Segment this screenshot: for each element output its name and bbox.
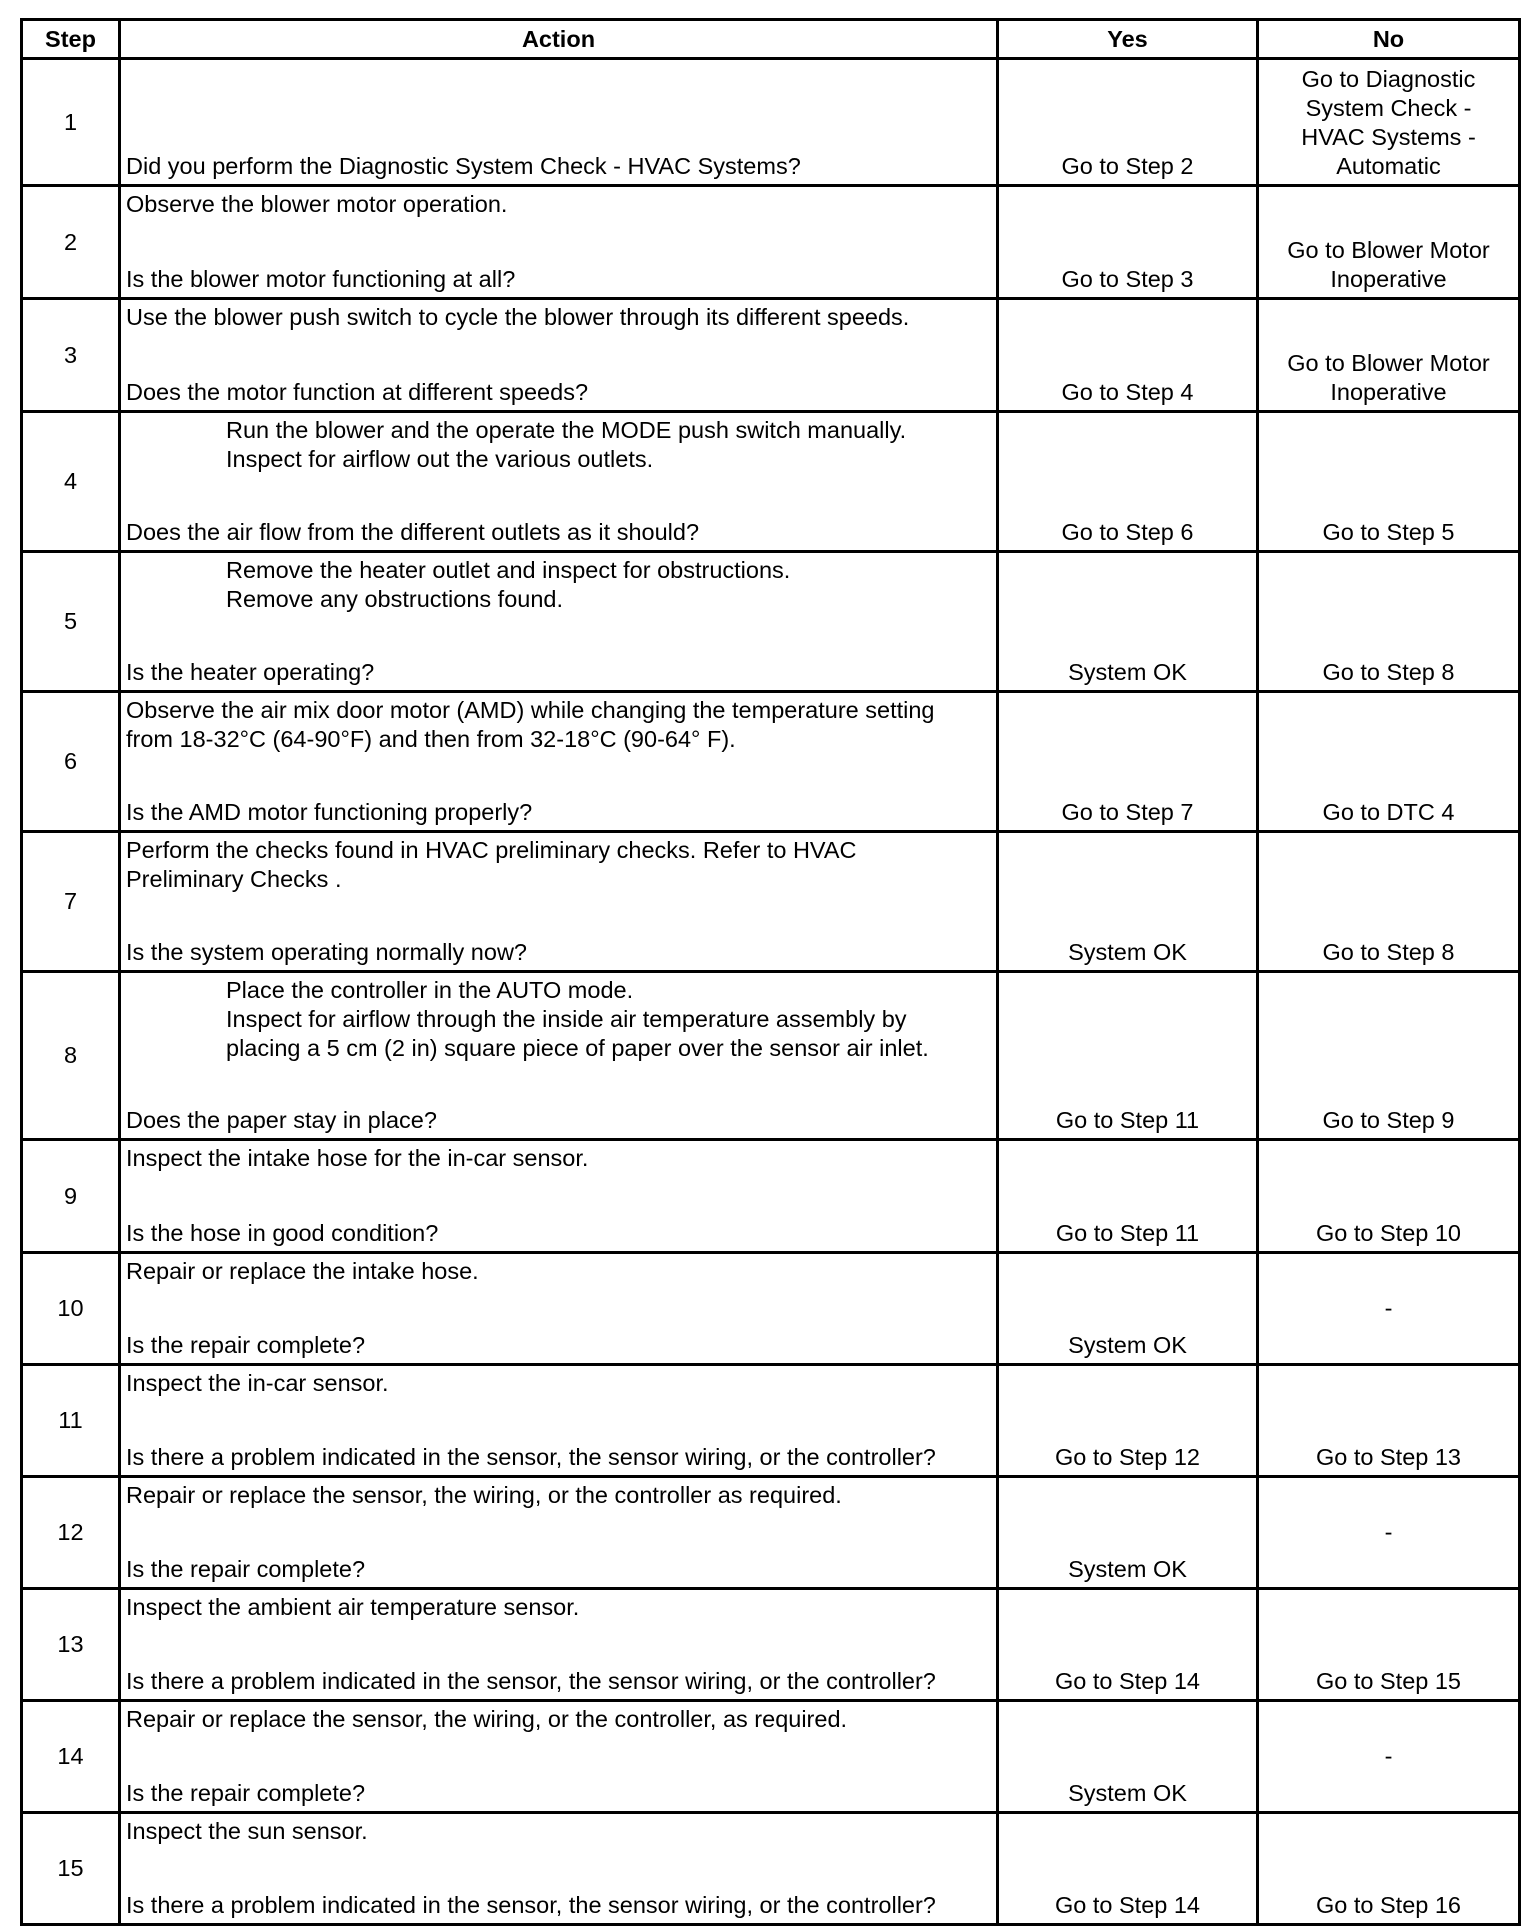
no-result	[1258, 1140, 1520, 1253]
no-result-line: Go to Step 8	[1322, 939, 1455, 965]
yes-result: Go to Step 7	[998, 692, 1258, 832]
action-cell	[120, 1589, 998, 1701]
action-instructions	[126, 696, 992, 754]
table-row	[22, 1253, 1520, 1365]
action-line: Repair or replace the intake hose.	[126, 1258, 479, 1284]
action-line: Preliminary Checks .	[126, 866, 342, 892]
action-cell	[120, 1701, 998, 1813]
action-question: Does the motor function at different speeds?	[126, 379, 589, 405]
step-number: 7	[22, 832, 120, 972]
step-number: 14	[22, 1701, 120, 1813]
no-result-line: Automatic	[1336, 153, 1441, 179]
step-number: 11	[22, 1365, 120, 1477]
action-instructions	[126, 1705, 992, 1734]
no-result	[1258, 59, 1520, 186]
no-result-line: Inoperative	[1330, 379, 1447, 405]
header-row	[22, 20, 1520, 59]
step-number: 4	[22, 412, 120, 552]
action-cell	[120, 1813, 998, 1925]
step-number: 8	[22, 972, 120, 1140]
action-instructions	[126, 1369, 992, 1398]
action-question: Is there a problem indicated in the sensor, the sensor wiring, or the controller?	[126, 1668, 936, 1694]
yes-result: System OK	[998, 1701, 1258, 1813]
table-row	[22, 552, 1520, 692]
action-line: Inspect the intake hose for the in-car sensor.	[126, 1145, 589, 1171]
step-number: 10	[22, 1253, 120, 1365]
action-cell	[120, 972, 998, 1140]
action-question: Is the repair complete?	[126, 1556, 366, 1582]
yes-result: Go to Step 3	[998, 186, 1258, 299]
no-result-line: Go to Blower Motor	[1287, 237, 1490, 263]
table-row	[22, 1589, 1520, 1701]
yes-result: Go to Step 14	[998, 1813, 1258, 1925]
no-result-line: Go to DTC 4	[1322, 799, 1455, 825]
yes-result: Go to Step 11	[998, 972, 1258, 1140]
yes-result: Go to Step 11	[998, 1140, 1258, 1253]
action-question: Is there a problem indicated in the sensor, the sensor wiring, or the controller?	[126, 1444, 936, 1470]
yes-result: Go to Step 6	[998, 412, 1258, 552]
no-result	[1258, 186, 1520, 299]
action-line: Use the blower push switch to cycle the blower through its different speeds.	[126, 304, 910, 330]
action-question: Is the blower motor functioning at all?	[126, 266, 516, 292]
header-no: No	[1258, 20, 1520, 59]
action-question: Does the paper stay in place?	[126, 1107, 437, 1133]
yes-result: Go to Step 2	[998, 59, 1258, 186]
no-result-line: Go to Step 13	[1315, 1444, 1462, 1470]
no-result-line: Go to Step 10	[1315, 1220, 1462, 1246]
yes-result: Go to Step 12	[998, 1365, 1258, 1477]
action-cell	[120, 1140, 998, 1253]
table-row	[22, 1701, 1520, 1813]
no-result	[1258, 832, 1520, 972]
action-cell	[120, 552, 998, 692]
table-body	[22, 59, 1520, 1925]
action-instructions	[126, 1593, 992, 1622]
action-question: Is the repair complete?	[126, 1332, 366, 1358]
no-result-line: Go to Step 16	[1315, 1892, 1462, 1918]
table-row	[22, 832, 1520, 972]
action-question: Is the system operating normally now?	[126, 939, 527, 965]
table-row	[22, 972, 1520, 1140]
action-line: Place the controller in the AUTO mode.	[226, 977, 634, 1003]
table-row	[22, 59, 1520, 186]
no-result	[1258, 412, 1520, 552]
no-result-line: -	[1384, 1295, 1393, 1321]
action-instructions	[126, 303, 992, 332]
yes-result: Go to Step 4	[998, 299, 1258, 412]
action-cell	[120, 412, 998, 552]
no-result	[1258, 972, 1520, 1140]
no-result-line: Go to Step 5	[1322, 519, 1455, 545]
action-line: Repair or replace the sensor, the wiring, or the controller as required.	[126, 1482, 842, 1508]
table-row	[22, 692, 1520, 832]
table-row	[22, 1477, 1520, 1589]
table-row	[22, 1813, 1520, 1925]
action-question: Did you perform the Diagnostic System Check - HVAC Systems?	[126, 153, 801, 179]
action-cell	[120, 59, 998, 186]
action-instructions	[126, 1481, 992, 1510]
no-result	[1258, 1813, 1520, 1925]
step-number: 2	[22, 186, 120, 299]
action-line: placing a 5 cm (2 in) square piece of paper over the sensor air inlet.	[226, 1035, 929, 1061]
header-yes: Yes	[998, 20, 1258, 59]
action-line: Inspect the sun sensor.	[126, 1818, 368, 1844]
no-result	[1258, 1477, 1520, 1589]
action-instructions	[126, 1817, 992, 1846]
yes-result: Go to Step 14	[998, 1589, 1258, 1701]
no-result-line: Go to Step 8	[1322, 659, 1455, 685]
action-cell	[120, 1253, 998, 1365]
step-number: 5	[22, 552, 120, 692]
no-result-line: Go to Diagnostic	[1301, 66, 1476, 92]
header-step: Step	[22, 20, 120, 59]
header-action: Action	[120, 20, 998, 59]
action-instructions	[126, 836, 992, 894]
step-number: 12	[22, 1477, 120, 1589]
action-line: Remove any obstructions found.	[226, 586, 564, 612]
action-instructions	[126, 1257, 992, 1286]
step-number: 3	[22, 299, 120, 412]
no-result-line: Go to Step 15	[1315, 1668, 1462, 1694]
yes-result: System OK	[998, 832, 1258, 972]
action-line: from 18-32°C (64-90°F) and then from 32-18°C (90-64° F).	[126, 726, 736, 752]
step-number: 1	[22, 59, 120, 186]
action-cell	[120, 1365, 998, 1477]
no-result	[1258, 1365, 1520, 1477]
table-row	[22, 1365, 1520, 1477]
action-instructions	[126, 556, 992, 614]
no-result	[1258, 1253, 1520, 1365]
action-instructions	[126, 1144, 992, 1173]
step-number: 15	[22, 1813, 120, 1925]
yes-result: System OK	[998, 1477, 1258, 1589]
action-cell	[120, 186, 998, 299]
no-result-line: -	[1384, 1743, 1393, 1769]
action-line: Observe the air mix door motor (AMD) while changing the temperature setting	[126, 697, 935, 723]
yes-result: System OK	[998, 552, 1258, 692]
action-question: Is the AMD motor functioning properly?	[126, 799, 533, 825]
step-number: 13	[22, 1589, 120, 1701]
action-line: Run the blower and the operate the MODE push switch manually.	[226, 417, 907, 443]
action-line: Inspect the ambient air temperature sensor.	[126, 1594, 580, 1620]
action-question: Is there a problem indicated in the sensor, the sensor wiring, or the controller?	[126, 1892, 936, 1918]
action-line: Inspect the in-car sensor.	[126, 1370, 389, 1396]
action-instructions	[126, 976, 992, 1063]
no-result	[1258, 692, 1520, 832]
action-line: Remove the heater outlet and inspect for obstructions.	[226, 557, 791, 583]
action-cell	[120, 692, 998, 832]
diagnostic-table	[20, 18, 1521, 1926]
action-cell	[120, 1477, 998, 1589]
action-question: Does the air flow from the different outlets as it should?	[126, 519, 700, 545]
action-cell	[120, 832, 998, 972]
step-number: 6	[22, 692, 120, 832]
diagnostic-table-sheet	[20, 18, 1518, 1926]
action-cell	[120, 299, 998, 412]
no-result	[1258, 299, 1520, 412]
table-row	[22, 299, 1520, 412]
no-result	[1258, 1589, 1520, 1701]
no-result-line: -	[1384, 1519, 1393, 1545]
action-question: Is the repair complete?	[126, 1780, 366, 1806]
action-instructions	[126, 190, 992, 219]
action-line: Inspect for airflow out the various outlets.	[226, 446, 654, 472]
table-row	[22, 412, 1520, 552]
action-question: Is the hose in good condition?	[126, 1220, 439, 1246]
action-line: Inspect for airflow through the inside air temperature assembly by	[226, 1006, 907, 1032]
action-instructions	[126, 416, 992, 474]
no-result	[1258, 1701, 1520, 1813]
action-line: Perform the checks found in HVAC preliminary checks. Refer to HVAC	[126, 837, 857, 863]
no-result-line: Go to Blower Motor	[1287, 350, 1490, 376]
action-line: Repair or replace the sensor, the wiring, or the controller, as required.	[126, 1706, 848, 1732]
no-result-line: Go to Step 9	[1322, 1107, 1455, 1133]
no-result-line: Inoperative	[1330, 266, 1447, 292]
no-result-line: HVAC Systems -	[1301, 124, 1476, 150]
no-result-line: System Check -	[1305, 95, 1472, 121]
no-result	[1258, 552, 1520, 692]
table-row	[22, 1140, 1520, 1253]
action-line: Observe the blower motor operation.	[126, 191, 508, 217]
action-question: Is the heater operating?	[126, 659, 375, 685]
table-row	[22, 186, 1520, 299]
yes-result: System OK	[998, 1253, 1258, 1365]
step-number: 9	[22, 1140, 120, 1253]
